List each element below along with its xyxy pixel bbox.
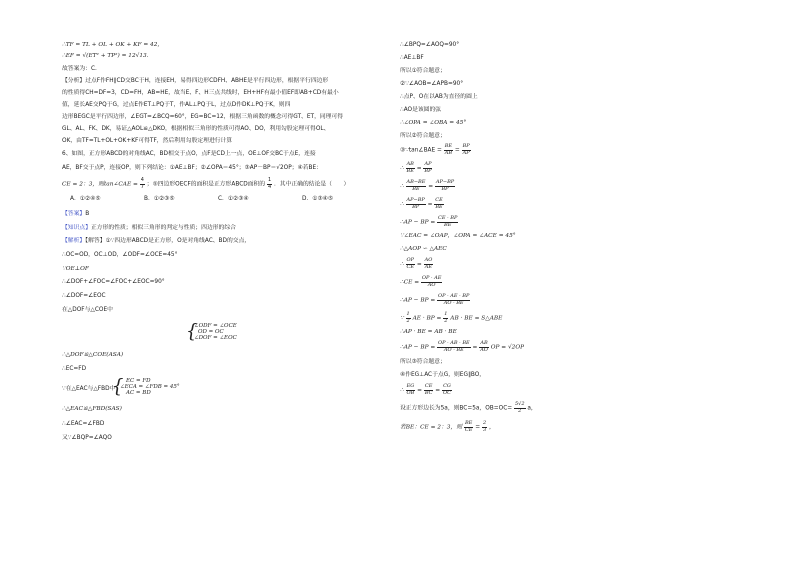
frac-ap-minus-bp: $\frac{AP-BP}{BP}$ (435, 179, 455, 192)
comma-tail: ， (488, 424, 495, 431)
frac-2-3: $\frac{2}{3}$ (482, 420, 487, 433)
fraction-1-4: $\frac{1}{4}$ (267, 177, 272, 190)
frac-op-ab-be: $\frac{OP \cdot AB \cdot BE}{AO \cdot BE}$ (438, 340, 470, 353)
area-equality (400, 312, 502, 324)
solution-step-3: ∴∠DOF+∠FOC=∠FOC+∠EOC=90° (62, 279, 165, 285)
analysis-line-3: 值，延长AE交PQ于G，过点E作ET⊥PQ于T，作AL⊥PQ于L，过点D作DK⊥PQ于K，则四 (62, 102, 291, 108)
frac-ao-ae: $\frac{AO}{AE}$ (424, 257, 433, 270)
brace-1-row-3: ∠DOF = ∠EOC (194, 335, 237, 341)
area-statement: ；⑤四边形OECF的面积是正方形ABCD面积的 (146, 181, 266, 188)
be-ce-condition: 若BE：CE = 2：3，则 (400, 424, 463, 431)
side-length-line (400, 402, 537, 414)
therefore-2: ∴ (400, 183, 404, 190)
solution-step-6: ∴△DOF≌△COE(ASA) (62, 352, 124, 358)
frac-ce-bc: $\frac{CE}{BC}$ (424, 383, 433, 396)
frac-ce-bp-be: $\frac{CE \cdot BP}{BE}$ (438, 215, 458, 228)
solution-step-10: ∴∠EAC=∠FBD (62, 421, 105, 427)
knowledge-point-line (62, 225, 236, 232)
brace-2-row-2: ∠ECA = ∠FDB = 45° (120, 384, 180, 390)
analysis-line-4: 边形BEGC是平行四边形，∠EGT=∠BCQ=60°，EG=BC=12，根据三角函数的概念可得GT、ET，同理可得 (62, 114, 344, 120)
solution-step-7: ∴EC=FD (62, 366, 87, 372)
ratio-line-1: ∴ $\frac{AB}{BE}$ = $\frac{AP}{BP}$ (400, 161, 432, 174)
frac-ab-ao: $\frac{AB}{AO}$ (480, 340, 488, 353)
side-length-text: 设正方形边长为5a，则BC=5a，OB=OC= (400, 405, 513, 412)
conclusion-1: 所以①符合题意； (400, 68, 446, 74)
therefore-1: ∴ (400, 165, 404, 172)
ratio-line-4: ∴ $\frac{OP}{CE}$ = $\frac{AO}{AE}$ (400, 257, 433, 270)
option-d: D．①③④⑤ (302, 196, 334, 202)
ef-equation: ∴EF = √(ET² + TP²) = 12√13. (62, 53, 149, 59)
answer-c: 故答案为：C. (62, 66, 97, 72)
solution-line (62, 238, 250, 245)
fraction-4-7: $\frac{4}{7}$ (140, 177, 144, 190)
analysis-line-1: 【分析】过点F作FH∥CD交BC于H，连接EH，易得四边形CDFH、ABHE是平行四边形，根据平行四边形 (62, 78, 329, 84)
ratio-line-2: ∴ $\frac{AB-BE}{BE}$ = $\frac{AP-BP}{BP}$ (400, 179, 455, 192)
ab-be-area-term: AB · BE = S△ABE (450, 315, 503, 322)
opa-oba: ∴∠OPA = ∠OBA = 45° (400, 120, 467, 126)
brace-1-row-1: ∠ODF = ∠OCE (194, 323, 237, 329)
conclusion-2: 所以②符合题意； (400, 133, 446, 139)
ce-label: ∴CE = (400, 279, 420, 286)
option-c: C．①②③④ (218, 196, 249, 202)
question-6-line-1: 6、如图，正方形ABCD的对角线AC，BD相交于点O，点F是CD上一点，OE⊥OF交BC于点E，连接 (62, 151, 316, 157)
solution-step-5: 在△DOF与△COE中 (62, 307, 113, 313)
therefore-4: ∴ (400, 261, 404, 268)
ae-perp-bf: ∴AE⊥BF (400, 55, 424, 61)
brace-2-row-3: AC = BD (126, 390, 151, 396)
congruence-brace-1: { ∠ODF = ∠OCE OD = OC ∠DOF = ∠EOC (186, 320, 237, 343)
therefore-5: ∴ (400, 387, 404, 394)
analysis-line-6: OK，由TF=TL+OL+OK+KF可得TF，然后利用勾股定理进行计算 (62, 138, 233, 144)
ao-chord: ∴AO是该圆的弦 (400, 107, 442, 113)
conclusion-3: 所以③符合题意； (400, 359, 446, 365)
ratio-line-5: ∴ $\frac{EG}{OB}$ = $\frac{CE}{BC}$ = $\frac{CG}{OC}$ (400, 383, 451, 396)
frac-op-ae-ao: $\frac{OP \cdot AE}{AO}$ (421, 275, 442, 288)
equals-sign: = (472, 344, 478, 351)
frac-op-ce: $\frac{OP}{CE}$ (406, 257, 415, 270)
sqrt2-op-result: OP = √2OP (490, 344, 524, 351)
question-6-line-2: AE，BF交于点P，连接OP，则下列结论：①AE⊥BF；②∠OPA＝45°；③AP－BP＝√2OP；④若BE： (62, 165, 322, 171)
solution-step-1: ∴OC=OD，OC⊥OD，∠ODF=∠OCE=45° (62, 252, 178, 258)
ap-be-ab-be: ∴AP · BE = AB · BE (400, 329, 457, 335)
equals-sign-2: = (475, 424, 481, 431)
frac-half-1: $\frac{1}{2}$ (406, 311, 410, 324)
ap-minus-bp-3 (400, 341, 524, 353)
analysis-line-2: 的性质得CH=DF=3，CD=FH，AB=HE，故当E、F、H三点共线时，EH+HF有最小值EF即AB+CD有最小 (62, 90, 339, 96)
ap-minus-bp-2 (400, 294, 470, 306)
ap-minus-bp-label-2: ∴AP − BP = (400, 297, 436, 304)
ce-expression (400, 276, 442, 288)
solution-step-8: ∵在△EAC与△FBD中 (62, 386, 116, 392)
ap-minus-bp-1 (400, 216, 458, 228)
knowledge-point-text: 正方形的性质；相似三角形的判定与性质；四边形的综合 (91, 225, 236, 231)
frac-eg-ob: $\frac{EG}{OB}$ (406, 383, 415, 396)
tan-cae-label: CE = 2：3，则tan∠CAE = (62, 181, 138, 188)
frac-ap-bp: $\frac{AP}{BP}$ (424, 161, 432, 174)
frac-be-ab: $\frac{BE}{AB}$ (444, 143, 453, 156)
brace-2-row-1: EC = FD (126, 378, 151, 384)
solution-step-2: ∵OE⊥OF (62, 266, 89, 272)
solution-text: 【解答】①∵四边形ABCD是正方形，O是对角线AC、BD的交点， (85, 238, 251, 244)
frac-ce-be: $\frac{CE}{BE}$ (435, 197, 443, 210)
answer-line (62, 211, 89, 218)
points-on-circle: ∴点P、O在以AB为直径的圆上 (400, 94, 478, 100)
option-b: B．①②③⑤ (144, 196, 175, 202)
tf-equation: ∴TF = TL + OL + OK + KF = 42， (62, 42, 164, 48)
congruence-brace-2: { EC = FD ∠ECA = ∠FDB = 45° AC = BD (112, 375, 180, 398)
frac-cg-oc: $\frac{CG}{OC}$ (443, 383, 451, 396)
frac-ab-be: $\frac{AB}{BE}$ (406, 161, 414, 174)
frac-ap-bp-over-bp: $\frac{AP-BP}{BP}$ (406, 197, 425, 210)
side-length-tail: a， (527, 405, 537, 412)
solution-tag: 【解析】 (62, 238, 86, 244)
analysis-line-5: GL、AL、FK、DK，易证△AOL≌△DKO，根据相似三角形的性质可得AO、DO，利用勾股定理可得OL、 (62, 126, 330, 132)
frac-op-ae-bp: $\frac{OP \cdot AE \cdot BP}{AO \cdot BE}$ (438, 293, 470, 306)
step-4-start: ④作EG⊥AC于点G，则EG∥BO， (400, 372, 486, 378)
tan-bae-line: ③∵tan∠BAE = $\frac{BE}{AB}$ = $\frac{BP}{AP}$ (400, 143, 470, 156)
option-a: A．①②④⑤ (70, 196, 101, 202)
knowledge-point-tag: 【知识点】 (62, 225, 91, 231)
question-6-line-3 (62, 178, 349, 190)
brace-1-row-2: OD = OC (198, 329, 224, 335)
therefore-3: ∴ (400, 201, 404, 208)
frac-ab-minus-be: $\frac{AB-BE}{BE}$ (406, 179, 426, 192)
question-prompt: ．其中正确的结论是（ ） (273, 181, 350, 188)
be-ce-ratio-line (400, 421, 495, 433)
bpq-aoq-line: ∴∠BPQ=∠AOQ=90° (400, 42, 460, 48)
similar-triangles: ∴△AOP ∽ △AEC (400, 246, 447, 252)
answer-tag: 【答案】 (62, 211, 86, 217)
ratio-line-3: ∴ $\frac{AP-BP}{BP}$ = $\frac{CE}{BE}$ (400, 197, 443, 210)
because-area: ∵ (400, 315, 404, 322)
frac-bp-ap: $\frac{BP}{AP}$ (462, 143, 470, 156)
answer-value: B (85, 211, 90, 217)
tan-bae-label: ③∵tan∠BAE = (400, 147, 442, 154)
solution-step-4: ∴∠DOF=∠EOC (62, 293, 106, 299)
step-2-start: ②∵∠AOB=∠APB=90° (400, 81, 464, 87)
frac-be-ce: $\frac{BE}{CE}$ (464, 420, 473, 433)
frac-5sqrt2-2: $\frac{5√2}{2}$ (514, 401, 525, 414)
ap-minus-bp-label-1: ∴AP − BP = (400, 219, 436, 226)
solution-step-9: ∴△EAC≌△FBD(SAS) (62, 406, 122, 412)
solution-step-11: 又∵∠BQP=∠AQO (62, 435, 112, 441)
ap-minus-bp-label-3: ∴AP − BP = (400, 344, 436, 351)
frac-half-2: $\frac{1}{2}$ (444, 311, 448, 324)
ae-bp-term: AE · BP = (412, 315, 442, 322)
angle-equality: ∵∠EAC = ∠OAP，∠OPA = ∠ACE = 45° (400, 233, 516, 239)
